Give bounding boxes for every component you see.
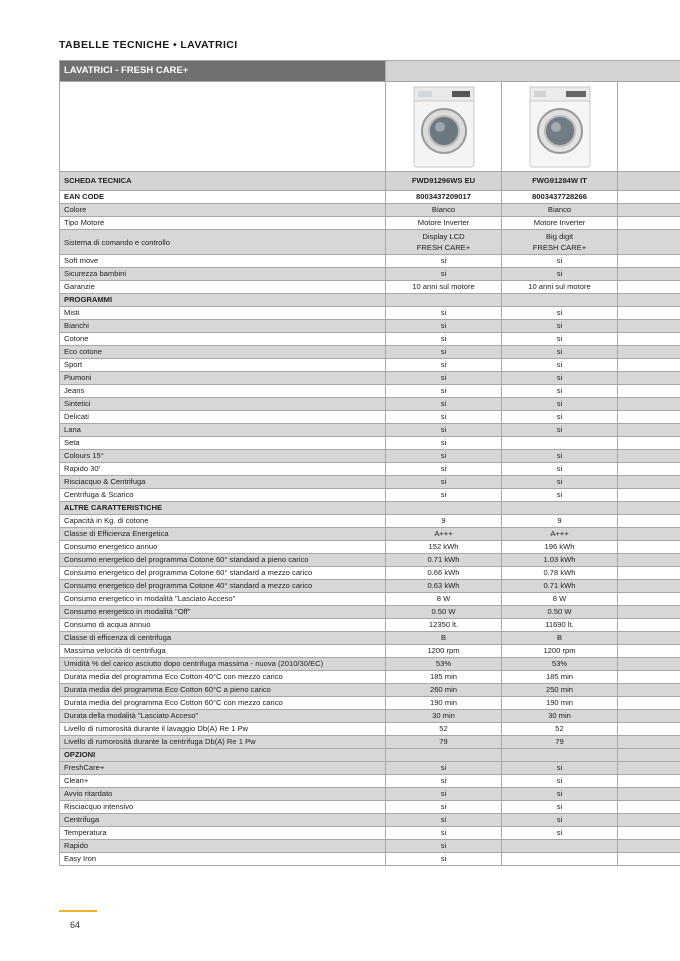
row-label: Colore <box>60 204 386 217</box>
table-row <box>60 541 680 554</box>
row-value: si <box>386 372 502 385</box>
row-label: Sicurezza bambini <box>60 268 386 281</box>
table-row <box>60 372 680 385</box>
row-value <box>386 502 502 515</box>
product-image-row <box>60 82 680 172</box>
row-label: Clean+ <box>60 775 386 788</box>
row-value: si <box>386 398 502 411</box>
row-label: Eco cotone <box>60 346 386 359</box>
row-value: si <box>502 385 618 398</box>
row-value: 10 anni sul motore <box>386 281 502 294</box>
row-value: 0.50 W <box>502 606 618 619</box>
row-value: 1.03 kWh <box>502 554 618 567</box>
table-row <box>60 554 680 567</box>
row-value <box>618 645 680 658</box>
row-value: si <box>502 346 618 359</box>
row-value: B <box>386 632 502 645</box>
row-value <box>618 333 680 346</box>
row-value: si <box>502 424 618 437</box>
row-label: Cotone <box>60 333 386 346</box>
table-row <box>60 645 680 658</box>
row-value: si <box>386 463 502 476</box>
row-label: Sintetici <box>60 398 386 411</box>
product-image-cell-3 <box>618 82 680 172</box>
row-value <box>618 385 680 398</box>
section-row <box>60 749 680 762</box>
table-row <box>60 398 680 411</box>
row-value <box>618 255 680 268</box>
row-label: Centrifuga & Scarico <box>60 489 386 502</box>
row-label: Jeans <box>60 385 386 398</box>
row-label: Rapido 30' <box>60 463 386 476</box>
row-value <box>618 827 680 840</box>
table-row <box>60 567 680 580</box>
row-value <box>618 230 680 255</box>
row-value: si <box>502 489 618 502</box>
row-value <box>618 580 680 593</box>
row-value: si <box>502 762 618 775</box>
row-label: Tipo Motore <box>60 217 386 230</box>
row-value: Motore Inverter <box>502 217 618 230</box>
row-value <box>618 217 680 230</box>
section-row <box>60 502 680 515</box>
table-row <box>60 463 680 476</box>
row-value: si <box>386 762 502 775</box>
row-label: Seta <box>60 437 386 450</box>
row-label: Classe di efficenza di centrifuga <box>60 632 386 645</box>
row-value <box>618 840 680 853</box>
row-value: si <box>502 775 618 788</box>
row-label: Delicati <box>60 411 386 424</box>
row-value <box>618 606 680 619</box>
row-label: Durata media del programma Eco Cotton 60°C con mezzo carico <box>60 697 386 710</box>
row-value: si <box>502 372 618 385</box>
table-row <box>60 281 680 294</box>
row-label: Consumo energetico in modalità "Off" <box>60 606 386 619</box>
row-value <box>618 437 680 450</box>
row-value: 185 min <box>386 671 502 684</box>
row-value <box>618 736 680 749</box>
row-value: 11690 lt. <box>502 619 618 632</box>
table-row <box>60 632 680 645</box>
row-value: si <box>502 398 618 411</box>
row-label: Avvio ritardato <box>60 788 386 801</box>
table-title-row <box>60 61 680 82</box>
row-value <box>618 684 680 697</box>
row-value: si <box>386 476 502 489</box>
footer-accent-line <box>59 910 97 912</box>
row-label: Sistema di comando e controllo <box>60 230 386 255</box>
row-value: si <box>386 255 502 268</box>
row-value <box>618 788 680 801</box>
row-label: Classe di Efficienza Energetica <box>60 528 386 541</box>
table-row <box>60 697 680 710</box>
row-value: si <box>502 333 618 346</box>
row-value <box>618 593 680 606</box>
row-value <box>618 268 680 281</box>
row-value: si <box>386 268 502 281</box>
table-row <box>60 658 680 671</box>
row-label: Consumo energetico annuo <box>60 541 386 554</box>
table-row <box>60 476 680 489</box>
row-value: 53% <box>502 658 618 671</box>
row-value: si <box>502 827 618 840</box>
table-row <box>60 775 680 788</box>
row-value: si <box>386 801 502 814</box>
row-label: Easy Iron <box>60 853 386 866</box>
row-value: si <box>386 853 502 866</box>
row-label: Consumo energetico in modalità "Lasciato Acceso" <box>60 593 386 606</box>
row-value <box>618 502 680 515</box>
table-row <box>60 515 680 528</box>
row-label: Misti <box>60 307 386 320</box>
row-label: PROGRAMMI <box>60 294 386 307</box>
row-value: si <box>502 463 618 476</box>
image-row-label-cell <box>60 82 386 172</box>
title-row-fill <box>386 61 680 82</box>
header-label: SCHEDA TECNICA <box>60 172 386 191</box>
row-value: 30 min <box>502 710 618 723</box>
row-value: 79 <box>386 736 502 749</box>
section-title: TABELLE TECNICHE • LAVATRICI <box>59 39 238 51</box>
table-row <box>60 359 680 372</box>
row-label: Livello di rumorosità durante la centrifuga Db(A) Re 1 Pw <box>60 736 386 749</box>
row-value: si <box>386 827 502 840</box>
row-value: si <box>386 775 502 788</box>
table-row <box>60 191 680 204</box>
row-value: si <box>502 411 618 424</box>
row-value: si <box>502 359 618 372</box>
row-label: Garanzie <box>60 281 386 294</box>
row-value: si <box>386 385 502 398</box>
table-row <box>60 606 680 619</box>
table-row <box>60 723 680 736</box>
row-label: Durata della modalità "Lasciato Acceso" <box>60 710 386 723</box>
row-value: 8 W <box>386 593 502 606</box>
table-row <box>60 814 680 827</box>
row-label: Risciacquo intensivo <box>60 801 386 814</box>
row-label: Centrifuga <box>60 814 386 827</box>
row-label: EAN CODE <box>60 191 386 204</box>
table-row <box>60 385 680 398</box>
row-value: 53% <box>386 658 502 671</box>
row-value <box>618 515 680 528</box>
row-value <box>502 840 618 853</box>
row-label: Capacità in Kg. di cotone <box>60 515 386 528</box>
row-label: Consumo energetico del programma Cotone 40° standard a mezzo carico <box>60 580 386 593</box>
table-row <box>60 619 680 632</box>
row-value <box>618 814 680 827</box>
row-value <box>618 632 680 645</box>
row-value <box>618 658 680 671</box>
row-value: 8003437209017 <box>386 191 502 204</box>
row-value <box>502 437 618 450</box>
row-value <box>618 294 680 307</box>
row-value: si <box>386 411 502 424</box>
row-value <box>618 346 680 359</box>
row-value <box>618 723 680 736</box>
row-value: si <box>386 788 502 801</box>
row-value: si <box>386 359 502 372</box>
row-value: 0.71 kWh <box>502 580 618 593</box>
table-row <box>60 593 680 606</box>
table-row <box>60 762 680 775</box>
row-value: 0.71 kWh <box>386 554 502 567</box>
product-image-cell-2 <box>502 82 618 172</box>
row-value: si <box>502 268 618 281</box>
table-row <box>60 489 680 502</box>
table-row <box>60 307 680 320</box>
row-value <box>618 424 680 437</box>
row-value <box>502 294 618 307</box>
row-label: Rapido <box>60 840 386 853</box>
row-value: si <box>502 450 618 463</box>
table-row <box>60 840 680 853</box>
row-value <box>618 398 680 411</box>
row-value <box>618 307 680 320</box>
row-value <box>386 749 502 762</box>
row-value <box>618 476 680 489</box>
row-value <box>502 749 618 762</box>
row-value: Bianco <box>502 204 618 217</box>
table-row <box>60 255 680 268</box>
table-row <box>60 437 680 450</box>
table-row <box>60 333 680 346</box>
row-label: Risciacquo & Centrifuga <box>60 476 386 489</box>
model-name: FWG91284W IT <box>502 172 618 191</box>
row-value <box>618 320 680 333</box>
row-value: si <box>502 788 618 801</box>
table-row <box>60 450 680 463</box>
row-label: Sport <box>60 359 386 372</box>
table-row <box>60 853 680 866</box>
row-value: 8003437728266 <box>502 191 618 204</box>
row-label: Consumo di acqua annuo <box>60 619 386 632</box>
table-row <box>60 230 680 255</box>
row-value <box>502 853 618 866</box>
row-label: Soft move <box>60 255 386 268</box>
row-value: si <box>386 424 502 437</box>
row-value <box>618 619 680 632</box>
row-value: Display LCD FRESH CARE+ <box>386 230 502 255</box>
row-value: Motore Inverter <box>386 217 502 230</box>
table-row <box>60 580 680 593</box>
row-value: 12350 lt. <box>386 619 502 632</box>
row-label: OPZIONI <box>60 749 386 762</box>
row-value: 9 <box>386 515 502 528</box>
row-value <box>618 671 680 684</box>
row-value: 190 min <box>502 697 618 710</box>
table-row <box>60 320 680 333</box>
table-row <box>60 788 680 801</box>
row-value: 8 W <box>502 593 618 606</box>
row-label: Colours 15° <box>60 450 386 463</box>
row-value: 0.78 kWh <box>502 567 618 580</box>
row-value <box>618 801 680 814</box>
row-value: si <box>386 437 502 450</box>
table-row <box>60 684 680 697</box>
row-value <box>502 502 618 515</box>
table-row <box>60 827 680 840</box>
row-value: 0.63 kWh <box>386 580 502 593</box>
table-row <box>60 346 680 359</box>
row-value <box>618 463 680 476</box>
row-value: si <box>386 333 502 346</box>
row-value <box>618 411 680 424</box>
row-value <box>618 710 680 723</box>
row-value <box>618 541 680 554</box>
table-row <box>60 671 680 684</box>
product-image-cell-1 <box>386 82 502 172</box>
row-value <box>618 567 680 580</box>
row-label: Massima velocità di centrifuga <box>60 645 386 658</box>
row-value: 0.50 W <box>386 606 502 619</box>
row-value <box>618 528 680 541</box>
row-value <box>618 450 680 463</box>
section-row <box>60 294 680 307</box>
row-value: si <box>386 450 502 463</box>
spec-table <box>59 60 680 866</box>
row-value: 190 min <box>386 697 502 710</box>
row-value: si <box>386 346 502 359</box>
row-value <box>618 775 680 788</box>
row-value: 1200 rpm <box>386 645 502 658</box>
row-value: Big digit FRESH CARE+ <box>502 230 618 255</box>
table-row <box>60 268 680 281</box>
row-value: 10 anni sul motore <box>502 281 618 294</box>
row-value: B <box>502 632 618 645</box>
model-name: FWD91296WS EU <box>386 172 502 191</box>
row-label: Durata media del programma Eco Cotton 60°C a pieno carico <box>60 684 386 697</box>
row-value: si <box>386 840 502 853</box>
row-value <box>618 359 680 372</box>
row-value: si <box>502 476 618 489</box>
table-row <box>60 710 680 723</box>
row-label: Durata media del programma Eco Cotton 40°C con mezzo carico <box>60 671 386 684</box>
washing-machine-image-1 <box>412 85 476 169</box>
table-row <box>60 736 680 749</box>
row-value <box>618 191 680 204</box>
row-value: si <box>502 320 618 333</box>
row-value <box>618 554 680 567</box>
row-value: 52 <box>386 723 502 736</box>
row-value <box>618 489 680 502</box>
row-label: ALTRE CARATTERISTICHE <box>60 502 386 515</box>
row-value: 0.66 kWh <box>386 567 502 580</box>
row-value: si <box>502 814 618 827</box>
row-value: si <box>502 307 618 320</box>
spec-table-container <box>59 60 680 866</box>
row-value: A+++ <box>502 528 618 541</box>
row-value: 260 min <box>386 684 502 697</box>
row-value: si <box>386 320 502 333</box>
row-label: FreshCare+ <box>60 762 386 775</box>
table-row <box>60 528 680 541</box>
row-value <box>618 853 680 866</box>
row-value <box>618 762 680 775</box>
row-label: Umidità % del carico asciutto dopo centrifuga massima - nuova (2010/30/EC) <box>60 658 386 671</box>
row-value <box>618 281 680 294</box>
row-value: 9 <box>502 515 618 528</box>
row-value <box>618 204 680 217</box>
table-row <box>60 217 680 230</box>
row-value: A+++ <box>386 528 502 541</box>
row-value: si <box>502 801 618 814</box>
row-value: Bianco <box>386 204 502 217</box>
row-value: 1200 rpm <box>502 645 618 658</box>
row-value: si <box>386 307 502 320</box>
model-name <box>618 172 680 191</box>
row-label: Piumoni <box>60 372 386 385</box>
row-value: 196 kWh <box>502 541 618 554</box>
row-value <box>618 749 680 762</box>
table-row <box>60 204 680 217</box>
row-label: Livello di rumorosità durante il lavaggio Db(A) Re 1 Pw <box>60 723 386 736</box>
row-label: Temperatura <box>60 827 386 840</box>
row-value <box>618 697 680 710</box>
row-value <box>618 372 680 385</box>
row-label: Bianchi <box>60 320 386 333</box>
row-value: 52 <box>502 723 618 736</box>
row-value: 185 min <box>502 671 618 684</box>
row-value: 250 min <box>502 684 618 697</box>
row-value: si <box>386 489 502 502</box>
row-value: si <box>386 814 502 827</box>
table-row <box>60 801 680 814</box>
table-row <box>60 424 680 437</box>
row-label: Consumo energetico del programma Cotone 60° standard a mezzo carico <box>60 567 386 580</box>
row-label: Lana <box>60 424 386 437</box>
table-header-row <box>60 172 680 191</box>
row-value: si <box>502 255 618 268</box>
table-row <box>60 411 680 424</box>
washing-machine-image-2 <box>528 85 592 169</box>
row-value: 30 min <box>386 710 502 723</box>
table-title: LAVATRICI - FRESH CARE+ <box>60 61 386 82</box>
row-value: 79 <box>502 736 618 749</box>
page-number: 64 <box>70 920 81 930</box>
row-value <box>386 294 502 307</box>
row-label: Consumo energetico del programma Cotone 60° standard a pieno carico <box>60 554 386 567</box>
row-value: 152 kWh <box>386 541 502 554</box>
